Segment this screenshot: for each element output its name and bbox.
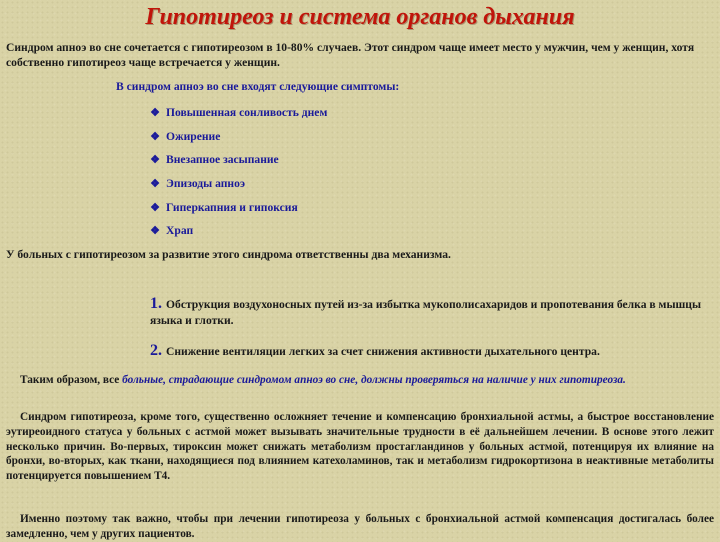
mechanism-number: 2. <box>150 342 162 359</box>
list-item <box>150 101 327 125</box>
symptom-label: Эпизоды апноэ <box>166 177 246 191</box>
mechanism-item-1 <box>150 296 715 329</box>
diamond-bullet-icon: ❖ <box>150 154 160 167</box>
list-item <box>150 195 327 219</box>
conclusion-emphasis: больные, страдающие синдромом апноэ во сне, должны проверяться на наличие у них гипотиреоза. <box>122 374 626 386</box>
symptom-label: Внезапное засыпание <box>166 153 279 167</box>
symptom-label: Повышенная сонливость днем <box>166 106 328 120</box>
mechanism-text: Снижение вентиляции легких за счет снижения активности дыхательного центра. <box>166 345 600 358</box>
symptoms-heading: В синдром апноэ во сне входят следующие симптомы: <box>116 80 400 93</box>
symptom-label: Храп <box>166 224 194 238</box>
slide-title: Гипотиреоз и система органов дыхания <box>145 4 575 30</box>
mechanism-item-2 <box>150 343 715 360</box>
diamond-bullet-icon: ❖ <box>150 178 160 191</box>
symptoms-list <box>150 101 327 243</box>
treatment-paragraph: Именно поэтому так важно, чтобы при лечении гипотиреоза у больных с бронхиальной астмой компенсация достигалась более замедленно, чем у других пациентов. <box>6 513 714 540</box>
list-item <box>150 125 327 149</box>
diamond-bullet-icon: ❖ <box>150 201 160 214</box>
conclusion-paragraph <box>6 373 714 388</box>
list-item <box>150 148 327 172</box>
mechanism-number: 1. <box>150 295 162 312</box>
diamond-bullet-icon: ❖ <box>150 107 160 120</box>
symptom-label: Гиперкапния и гипоксия <box>166 200 298 214</box>
conclusion-lead: Таким образом, все <box>20 374 123 386</box>
diamond-bullet-icon: ❖ <box>150 130 160 143</box>
mechanism-text: Обструкция воздухоносных путей из-за избытка мукополисахаридов и пропотевания белка в мышцы языка и глотки. <box>150 298 702 327</box>
intro-paragraph: Синдром апноэ во сне сочетается с гипотиреозом в 10-80% случаев. Этот синдром чаще имеет место у мужчин, чем у женщин, хотя собственно гипотиреоз чаще встречается у женщин. <box>6 41 695 69</box>
diamond-bullet-icon: ❖ <box>150 225 160 238</box>
asthma-paragraph: Синдром гипотиреоза, кроме того, существенно осложняет течение и компенсацию бронхиальной астмы, а быстрое восстановление эутиреоидного статуса у больных с астмой может вызывать значительные трудности в её дальнейшем лечении. В основе этого лежит несколько причин. Во-первых, тироксин может снижать метаболизм простагландинов у больных астмой, потенцируя их влияние на бронхи, во-вторых, как ткани, находящиеся под влиянием катехоламинов, так и метаболизм гидрокортизона в неактивные метаболиты потенцируется повышением Т4. <box>6 411 714 483</box>
list-item <box>150 219 327 243</box>
list-item <box>150 172 327 196</box>
symptom-label: Ожирение <box>166 129 221 143</box>
mechanisms-intro: У больных с гипотиреозом за развитие этого синдрома ответственны два механизма. <box>6 248 451 261</box>
